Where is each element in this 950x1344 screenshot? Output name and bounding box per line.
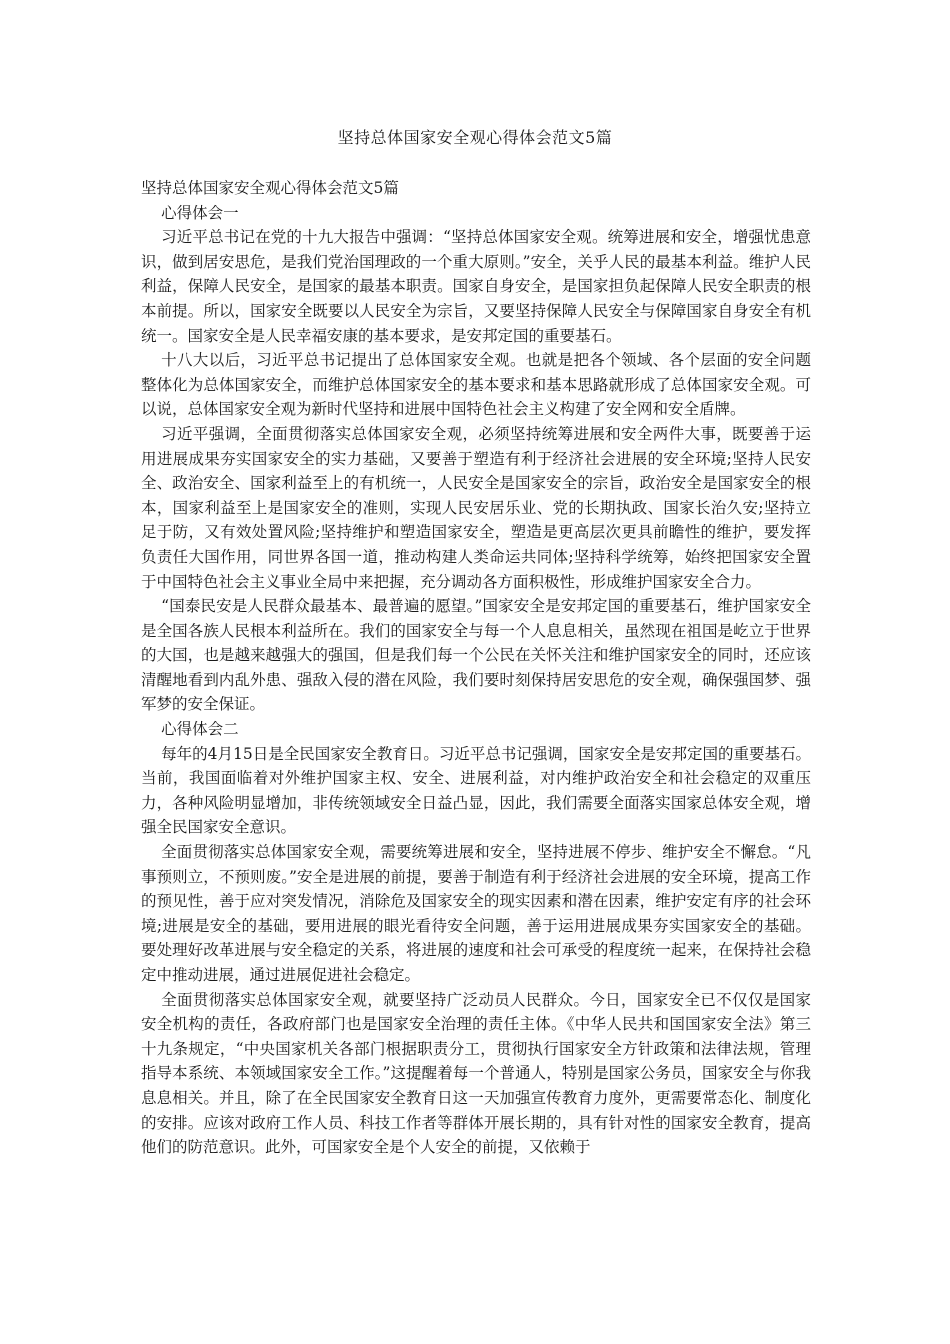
paragraph: 每年的4月15日是全民国家安全教育日。习近平总书记强调，国家安全是安邦定国的重要基石。当前，我国面临着对外维护国家主权、安全、进展利益，对内维护政治安全和社会稳定的双重压力，各种风险明显增加，非传统领域安全日益凸显，因此，我们需要全面落实国家总体安全观，增强全民国家安全意识。 xyxy=(141,744,811,837)
document-subtitle: 坚持总体国家安全观心得体会范文5篇 xyxy=(141,179,399,197)
paragraph: 习近平强调，全面贯彻落实总体国家安全观，必须坚持统筹进展和安全两件大事，既要善于运用进展成果夯实国家安全的实力基础，又要善于塑造有利于经济社会进展的安全环境;坚持人民安全、政治安全、国家利益至上的有机统一，人民安全是国家安全的宗旨，政治安全是国家安全的根本，国家利益至上是国家安全的准则，实现人民安居乐业、党的长期执政、国家长治久安;坚持立足于防，又有效处置风险;坚持维护和塑造国家安全，塑造是更高层次更具前瞻性的维护，要发挥负责任大国作用，同世界各国一道，推动构建人类命运共同体;坚持科学统筹，始终把国家安全置于中国特色社会主义事业全局中来把握，充分调动各方面积极性，形成维护国家安全合力。 xyxy=(141,424,811,591)
paragraph: 习近平总书记在党的十九大报告中强调：“坚持总体国家安全观。统筹进展和安全，增强忧患意识，做到居安思危，是我们党治国理政的一个重大原则。”安全，关乎人民的最基本利益。维护人民利益，保障人民安全，是国家的最基本职责。国家自身安全，是国家担负起保障人民安全职责的根本前提。所以，国家安全既要以人民安全为宗旨，又要坚持保障人民安全与保障国家自身安全有机统一。国家安全是人民幸福安康的基本要求，是安邦定国的重要基石。 xyxy=(141,228,811,345)
section-heading-2: 心得体会二 xyxy=(161,720,239,739)
paragraph: 全面贯彻落实总体国家安全观，需要统筹进展和安全，坚持进展不停步、维护安全不懈怠。“凡事预则立，不预则废。”安全是进展的前提，要善于制造有利于经济社会进展的安全环境，提高工作的预见性，善于应对突发情况，消除危及国家安全的现实因素和潜在因素，维护安定有序的社会环境;进展是安全的基础，要用进展的眼光看待安全问题，善于运用进展成果夯实国家安全的基础。要处理好改革进展与安全稳定的关系，将进展的速度和社会可承受的程度统一起来，在保持社会稳定中推动进展，通过进展促进社会稳定。 xyxy=(141,843,811,984)
document-title: 坚持总体国家安全观心得体会范文5篇 xyxy=(337,128,613,147)
section-heading-1: 心得体会一 xyxy=(161,203,239,222)
paragraph: 全面贯彻落实总体国家安全观，就要坚持广泛动员人民群众。今日，国家安全已不仅仅是国家安全机构的责任，各政府部门也是国家安全治理的责任主体。《中华人民共和国国家安全法》第三十九条规定，“中央国家机关各部门根据职责分工，贯彻执行国家安全方针政策和法律法规，管理指导本系统、本领域国家安全工作。”这提醒着每一个普通人，特别是国家公务员，国家安全与你我息息相关。并且，除了在全民国家安全教育日这一天加强宣传教育力度外，更需要常态化、制度化的安排。应该对政府工作人员、科技工作者等群体开展长期的，具有针对性的国家安全教育，提高他们的防范意识。此外，可国家安全是个人安全的前提，又依赖于 xyxy=(141,990,811,1157)
paragraph: 十八大以后，习近平总书记提出了总体国家安全观。也就是把各个领域、各个层面的安全问题整体化为总体国家安全，而维护总体国家安全的基本要求和基本思路就形成了总体国家安全观。可以说，总体国家安全观为新时代坚持和进展中国特色社会主义构建了安全网和安全盾牌。 xyxy=(141,351,811,419)
document-body xyxy=(141,176,811,1160)
paragraph: “国泰民安是人民群众最基本、最普遍的愿望。”国家安全是安邦定国的重要基石，维护国家安全是全国各族人民根本利益所在。我们的国家安全与每一个人息息相关，虽然现在祖国是屹立于世界的大国，也是越来越强大的强国，但是我们每一个公民在关怀关注和维护国家安全的同时，还应该清醒地看到内乱外患、强敌入侵的潜在风险，我们要时刻保持居安思危的安全观，确保强国梦、强军梦的安全保证。 xyxy=(141,597,811,714)
